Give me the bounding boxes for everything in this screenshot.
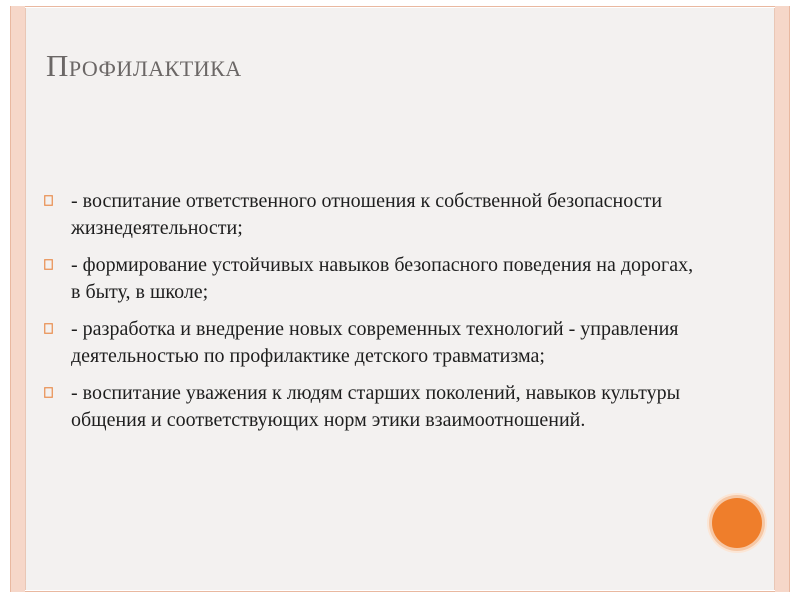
slide-title: Профилактика <box>46 48 242 83</box>
bullet-icon <box>44 259 53 270</box>
bullet-text: - воспитание уважения к людям старших поколений, навыков культуры общения и соответствующих норм этики взаимоотношений. <box>71 382 681 431</box>
list-item <box>44 252 704 306</box>
bullet-icon <box>44 387 53 398</box>
bullet-text: - воспитание ответственного отношения к собственной безопасности жизнедеятельности; <box>71 190 663 239</box>
bullet-icon <box>44 195 53 206</box>
bullet-text: - формирование устойчивых навыков безопасного поведения на дорогах, в быту, в школе; <box>71 254 694 303</box>
list-item <box>44 188 704 242</box>
list-item <box>44 316 704 370</box>
bullet-icon <box>44 323 53 334</box>
list-item <box>44 380 704 434</box>
orange-circle-decoration <box>712 498 762 548</box>
bullet-text: - разработка и внедрение новых современных технологий - управления деятельностью по профилактике детского травматизма; <box>71 318 679 367</box>
left-frame-band <box>11 6 25 592</box>
bullet-list <box>44 188 704 444</box>
right-frame-band <box>775 6 789 592</box>
